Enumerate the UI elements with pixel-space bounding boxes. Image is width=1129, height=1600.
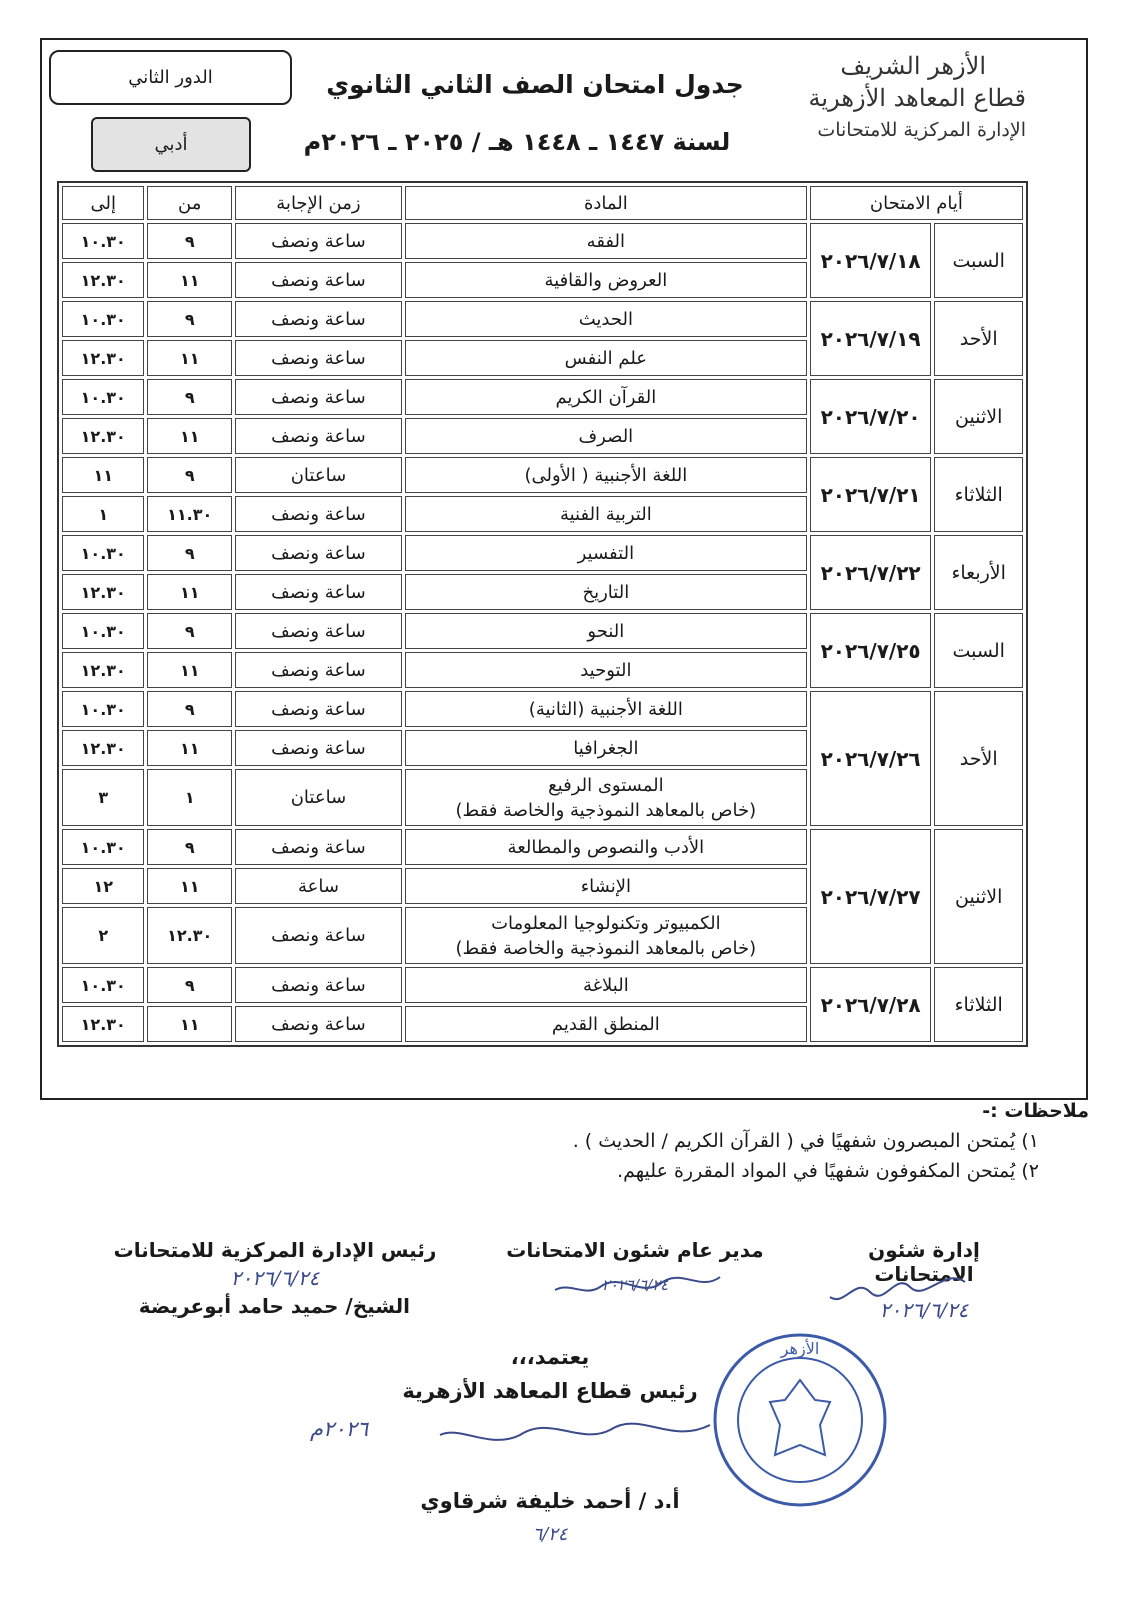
signature-date: ٢٠٢٦/٦/٢٤ bbox=[230, 1266, 320, 1290]
signature-scribble bbox=[540, 1262, 740, 1302]
approval-name: أ.د / أحمد خليفة شرقاوي bbox=[420, 1489, 680, 1513]
header-from: من bbox=[147, 186, 232, 220]
duration: ساعة ونصف bbox=[235, 496, 402, 532]
approval-name-date: ٦/٢٤ bbox=[532, 1524, 568, 1545]
exam-day: الأربعاء bbox=[934, 535, 1023, 610]
time-from: ١١.٣٠ bbox=[147, 496, 232, 532]
exam-day: السبت bbox=[934, 223, 1023, 298]
duration: ساعة ونصف bbox=[235, 730, 402, 766]
signature-title: إدارة شئون الامتحانات bbox=[868, 1238, 980, 1286]
duration: ساعة ونصف bbox=[235, 379, 402, 415]
notes bbox=[79, 1096, 1089, 1186]
table-row bbox=[62, 535, 1023, 571]
subject-name: اللغة الأجنبية (الثانية) bbox=[405, 691, 807, 727]
approval-label: يعتمد،،، bbox=[510, 1345, 590, 1369]
signature-central-head bbox=[100, 1238, 450, 1318]
eagle-emblem-icon bbox=[770, 1380, 830, 1455]
time-to: ١٠.٣٠ bbox=[62, 535, 144, 571]
org-line1: الأزهر الشريف bbox=[840, 52, 986, 80]
time-to: ١٢.٣٠ bbox=[62, 1006, 144, 1042]
approval-title: رئيس قطاع المعاهد الأزهرية bbox=[402, 1379, 698, 1403]
year-line: لسنة ١٤٤٧ ـ ١٤٤٨ هـ / ٢٠٢٥ ـ ٢٠٢٦م bbox=[303, 128, 731, 156]
table-row bbox=[62, 691, 1023, 727]
duration: ساعة ونصف bbox=[235, 829, 402, 865]
org-line3: الإدارة المركزية للامتحانات bbox=[817, 119, 1026, 141]
subject-cell bbox=[405, 769, 807, 826]
time-to: ١٢.٣٠ bbox=[62, 574, 144, 610]
table-row bbox=[62, 379, 1023, 415]
time-from: ١١ bbox=[147, 340, 232, 376]
signature-name: الشيخ/ حميد حامد أبوعريضة bbox=[138, 1294, 410, 1318]
exam-day: الأحد bbox=[934, 301, 1023, 376]
time-from: ١ bbox=[147, 769, 232, 826]
duration: ساعة ونصف bbox=[235, 613, 402, 649]
subject-name: التاريخ bbox=[405, 574, 807, 610]
alazhar-stamp bbox=[710, 1330, 890, 1510]
exam-date: ٢٠٢٦/٧/٢٠ bbox=[810, 379, 932, 454]
note-item: ١) يُمتحن المبصرون شفهيًا في ( القرآن الكريم / الحديث ) . bbox=[572, 1130, 1039, 1152]
time-to: ١٢ bbox=[62, 868, 144, 904]
header-days: أيام الامتحان bbox=[810, 186, 1023, 220]
section-label: أدبي bbox=[91, 117, 251, 172]
exam-date: ٢٠٢٦/٧/١٩ bbox=[810, 301, 932, 376]
notes-heading: ملاحظات :- bbox=[982, 1100, 1089, 1122]
org-line2: قطاع المعاهد الأزهرية bbox=[808, 84, 1026, 112]
time-from: ٩ bbox=[147, 691, 232, 727]
exam-day: الاثنين bbox=[934, 379, 1023, 454]
time-to: ١٠.٣٠ bbox=[62, 967, 144, 1003]
table-header-row bbox=[62, 186, 1023, 220]
exam-date: ٢٠٢٦/٧/٢١ bbox=[810, 457, 932, 532]
time-from: ٩ bbox=[147, 457, 232, 493]
exam-day: السبت bbox=[934, 613, 1023, 688]
duration: ساعة ونصف bbox=[235, 340, 402, 376]
subject-note: (خاص بالمعاهد النموذجية والخاصة فقط) bbox=[455, 937, 757, 959]
subject-name: التربية الفنية bbox=[405, 496, 807, 532]
exam-date: ٢٠٢٦/٧/١٨ bbox=[810, 223, 932, 298]
time-from: ١١ bbox=[147, 418, 232, 454]
subject-name: المستوى الرفيع bbox=[548, 774, 664, 796]
duration: ساعتان bbox=[235, 457, 402, 493]
table-row bbox=[62, 301, 1023, 337]
exam-day: الاثنين bbox=[934, 829, 1023, 964]
signature-date: ٢٠٢٦/٦/٢٤ bbox=[601, 1276, 669, 1294]
time-to: ١ bbox=[62, 496, 144, 532]
subject-name: الكمبيوتر وتكنولوجيا المعلومات bbox=[491, 912, 721, 934]
subject-name: النحو bbox=[405, 613, 807, 649]
duration: ساعة bbox=[235, 868, 402, 904]
duration: ساعة ونصف bbox=[235, 223, 402, 259]
time-from: ٩ bbox=[147, 223, 232, 259]
time-to: ١٢.٣٠ bbox=[62, 730, 144, 766]
duration: ساعة ونصف bbox=[235, 301, 402, 337]
time-from: ١١ bbox=[147, 1006, 232, 1042]
time-from: ١١ bbox=[147, 574, 232, 610]
time-to: ١٢.٣٠ bbox=[62, 262, 144, 298]
subject-name: الصرف bbox=[405, 418, 807, 454]
duration: ساعة ونصف bbox=[235, 907, 402, 964]
time-from: ٩ bbox=[147, 301, 232, 337]
duration: ساعة ونصف bbox=[235, 652, 402, 688]
duration: ساعة ونصف bbox=[235, 262, 402, 298]
time-from: ٩ bbox=[147, 967, 232, 1003]
signature-title: رئيس الإدارة المركزية للامتحانات bbox=[113, 1238, 437, 1262]
exam-date: ٢٠٢٦/٧/٢٦ bbox=[810, 691, 932, 826]
exam-date: ٢٠٢٦/٧/٢٥ bbox=[810, 613, 932, 688]
signature-scribble bbox=[815, 1262, 985, 1332]
subject-name: الفقه bbox=[405, 223, 807, 259]
duration: ساعة ونصف bbox=[235, 691, 402, 727]
duration: ساعة ونصف bbox=[235, 967, 402, 1003]
org-header bbox=[768, 50, 1026, 146]
subject-name: التوحيد bbox=[405, 652, 807, 688]
subject-name: العروض والقافية bbox=[405, 262, 807, 298]
subject-name: الحديث bbox=[405, 301, 807, 337]
exam-day: الثلاثاء bbox=[934, 967, 1023, 1042]
table-row bbox=[62, 457, 1023, 493]
header-to: إلى bbox=[62, 186, 144, 220]
exam-date: ٢٠٢٦/٧/٢٨ bbox=[810, 967, 932, 1042]
approval-date: ٢٠٢٦م bbox=[310, 1417, 369, 1441]
time-from: ١٢.٣٠ bbox=[147, 907, 232, 964]
subject-name: القرآن الكريم bbox=[405, 379, 807, 415]
time-to: ١٠.٣٠ bbox=[62, 613, 144, 649]
subject-name: الأدب والنصوص والمطالعة bbox=[405, 829, 807, 865]
subject-name: علم النفس bbox=[405, 340, 807, 376]
subject-name: البلاغة bbox=[405, 967, 807, 1003]
signature-scribble bbox=[430, 1405, 730, 1455]
subject-name: الإنشاء bbox=[405, 868, 807, 904]
exam-date: ٢٠٢٦/٧/٢٢ bbox=[810, 535, 932, 610]
subject-name: الجغرافيا bbox=[405, 730, 807, 766]
time-from: ٩ bbox=[147, 829, 232, 865]
time-from: ١١ bbox=[147, 730, 232, 766]
time-to: ١٠.٣٠ bbox=[62, 301, 144, 337]
time-to: ٣ bbox=[62, 769, 144, 826]
table-body bbox=[62, 223, 1023, 1042]
header-subject: المادة bbox=[405, 186, 807, 220]
time-to: ١٠.٣٠ bbox=[62, 223, 144, 259]
exam-date: ٢٠٢٦/٧/٢٧ bbox=[810, 829, 932, 964]
exam-day: الثلاثاء bbox=[934, 457, 1023, 532]
subject-name: المنطق القديم bbox=[405, 1006, 807, 1042]
stamp-text: الأزهر bbox=[780, 1339, 820, 1358]
note-item: ٢) يُمتحن المكفوفون شفهيًا في المواد المقررة عليهم. bbox=[617, 1160, 1039, 1182]
time-to: ١١ bbox=[62, 457, 144, 493]
exam-schedule-table bbox=[57, 181, 1028, 1047]
time-to: ١٠.٣٠ bbox=[62, 379, 144, 415]
header-duration: زمن الإجابة bbox=[235, 186, 402, 220]
exam-day: الأحد bbox=[934, 691, 1023, 826]
time-to: ١٢.٣٠ bbox=[62, 652, 144, 688]
table-row bbox=[62, 829, 1023, 865]
duration: ساعة ونصف bbox=[235, 418, 402, 454]
signature-title: مدير عام شئون الامتحانات bbox=[506, 1238, 764, 1262]
time-from: ٩ bbox=[147, 535, 232, 571]
time-from: ٩ bbox=[147, 379, 232, 415]
subject-cell bbox=[405, 907, 807, 964]
time-to: ١٠.٣٠ bbox=[62, 691, 144, 727]
time-to: ٢ bbox=[62, 907, 144, 964]
time-from: ١١ bbox=[147, 652, 232, 688]
table-row bbox=[62, 967, 1023, 1003]
signature-date: ٢٠٢٦/٦/٢٤ bbox=[879, 1298, 969, 1322]
page-title: جدول امتحان الصف الثاني الثانوي bbox=[326, 70, 744, 99]
duration: ساعة ونصف bbox=[235, 574, 402, 610]
subject-name: اللغة الأجنبية ( الأولى) bbox=[405, 457, 807, 493]
time-to: ١٢.٣٠ bbox=[62, 340, 144, 376]
table-row bbox=[62, 613, 1023, 649]
time-to: ١٢.٣٠ bbox=[62, 418, 144, 454]
duration: ساعة ونصف bbox=[235, 535, 402, 571]
time-from: ٩ bbox=[147, 613, 232, 649]
time-from: ١١ bbox=[147, 868, 232, 904]
duration: ساعتان bbox=[235, 769, 402, 826]
table-row bbox=[62, 223, 1023, 259]
round-label: الدور الثاني bbox=[49, 50, 292, 105]
duration: ساعة ونصف bbox=[235, 1006, 402, 1042]
time-from: ١١ bbox=[147, 262, 232, 298]
subject-name: التفسير bbox=[405, 535, 807, 571]
time-to: ١٠.٣٠ bbox=[62, 829, 144, 865]
subject-note: (خاص بالمعاهد النموذجية والخاصة فقط) bbox=[455, 799, 757, 821]
